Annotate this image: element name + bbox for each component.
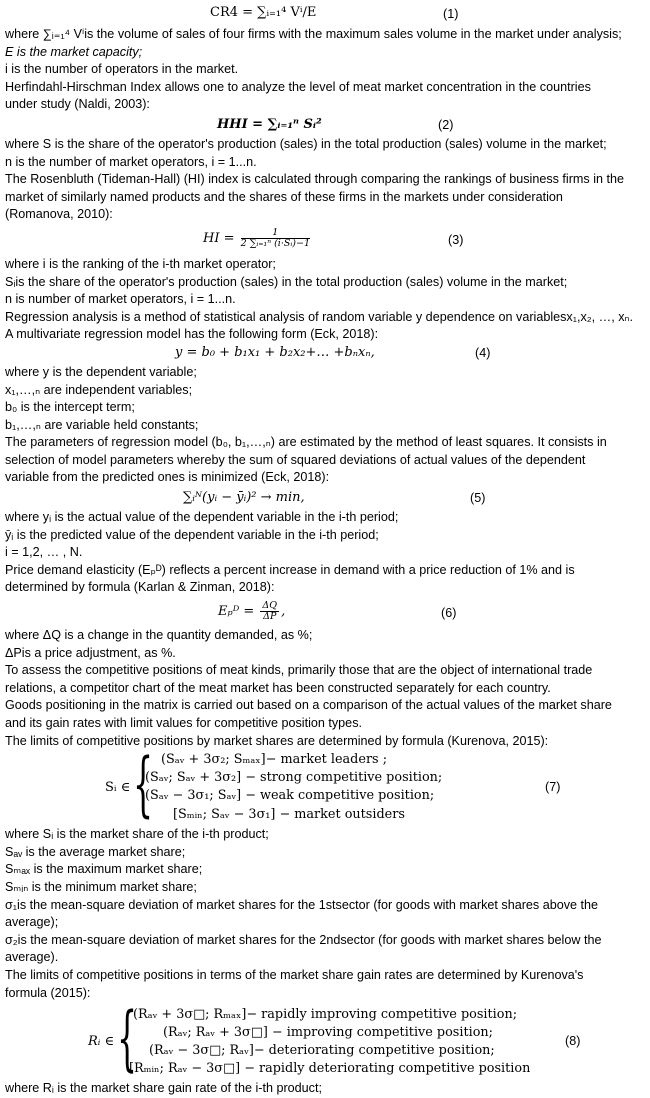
equation-5-number: (5)	[470, 491, 486, 506]
text-line: (Romanova, 2010):	[5, 207, 113, 222]
equation-3-lhs: HI =	[203, 230, 235, 246]
equation-6-denominator: ΔP	[263, 611, 277, 623]
equation-6-tail: ,	[281, 604, 286, 620]
text-line: and its gain rates with limit values for competitive position types.	[5, 716, 362, 730]
text-line: market of similarly named products and the shares of these firms in the markets under consideration	[5, 189, 563, 204]
text-line: b₁,…,ₙ are variable held constants;	[5, 417, 199, 432]
text-line: Sₘᵢₙ is the minimum market share;	[5, 879, 197, 894]
equation-8-brace: {	[117, 997, 138, 1080]
equation-6-numerator: ΔQ	[262, 600, 278, 612]
equation-8-row: (Rₐᵥ − 3σ□; Rₐᵥ]− deteriorating competitive position;	[149, 1043, 495, 1059]
text-line: The parameters of regression model (b₀, b₁,…,ₙ) are estimated by the method of least squares. It consists in	[5, 435, 607, 450]
equation-8-row: [Rₘᵢₙ; Rₐᵥ − 3σ□] − rapidly deteriorating competitive position	[129, 1061, 531, 1077]
document-page	[5, 0, 650, 1098]
equation-2	[5, 114, 650, 136]
text-line: determined by formula (Karlan & Zinman, 2018):	[5, 580, 275, 595]
equation-7-number: (7)	[545, 780, 561, 795]
equation-7-brace: {	[133, 743, 154, 826]
text-line: Regression analysis is a method of statistical analysis of random variable y dependence on variablesx₁,x₂, …, xₙ.	[5, 309, 634, 324]
equation-4-number: (4)	[475, 345, 491, 360]
text-line: average).	[5, 950, 59, 965]
text-line: i is the number of operators in the market.	[5, 62, 239, 77]
text-line: Sₐᵥ is the average market share;	[5, 844, 186, 859]
equation-7-row: (Sₐᵥ; Sₐᵥ + 3σ₂] − strong competitive position;	[145, 770, 443, 786]
equation-8-lhs: Rᵢ ∈	[88, 1034, 115, 1050]
text-line: n is number of market operators, i = 1...n.	[5, 292, 236, 307]
text-line: Herfindahl-Hirschman Index allows one to analyze the level of meat market concentration in the countries	[5, 79, 591, 94]
text-line: x₁,…,ₙ are independent variables;	[5, 382, 193, 397]
text-line: ΔPis a price adjustment, as %.	[5, 645, 176, 660]
equation-3-formula	[203, 228, 312, 249]
equation-6-lhs: Eₚᴰ =	[218, 604, 255, 620]
text-line: formula (2015):	[5, 985, 91, 1000]
equation-6	[5, 597, 650, 627]
equation-5-formula: ∑ᵢᴺ(yᵢ − ȳᵢ)² → min,	[183, 490, 305, 506]
text-line: Price demand elasticity (Eₚᴰ) reflects a percent increase in demand with a price reduction of 1% and is	[5, 562, 575, 577]
equation-1-formula: CR4 = ∑ᵢ₌₁⁴ Vⁱ/E	[210, 5, 317, 20]
equation-8-number: (8)	[565, 1034, 581, 1049]
equation-3-number: (3)	[448, 232, 464, 247]
equation-4	[5, 344, 650, 364]
text-line: where Sᵢ is the market share of the i-th product;	[5, 827, 269, 842]
equation-6-formula	[218, 601, 285, 622]
equation-7-lhs: Sᵢ ∈	[105, 780, 131, 796]
text-line: where yᵢ is the actual value of the dependent variable in the i-th period;	[5, 510, 399, 525]
text-line: where S is the share of the operator's production (sales) in the total production (sales) volume in the market;	[5, 136, 607, 151]
text-line: ȳᵢ is the predicted value of the dependent variable in the i-th period;	[5, 527, 379, 542]
text-line: where ∑ᵢ₌₁⁴ Vⁱis the volume of sales of four firms with the maximum sales volume in the market under analysis;	[5, 27, 622, 41]
equation-2-formula: HHI = ∑ᵢ₌₁ⁿ Sᵢ²	[217, 116, 322, 132]
text-line: where y is the dependent variable;	[5, 364, 197, 379]
text-line: E is the market capacity;	[5, 44, 143, 59]
text-line: selection of model parameters whereby the sum of squared deviations of actual values of the dependent	[5, 452, 586, 467]
text-line: The limits of competitive positions in terms of the market share gain rates are determined by Kurenova's	[5, 967, 584, 982]
equation-7-row: [Sₘᵢₙ; Sₐᵥ − 3σ₁] − market outsiders	[173, 807, 405, 823]
equation-7-row: (Sₐᵥ − 3σ₁; Sₐᵥ] − weak competitive position;	[145, 788, 435, 804]
text-line: Sₘₐₓ is the maximum market share;	[5, 862, 203, 877]
text-line: σ₂is the mean-square deviation of market shares for the 2ndsector (for goods with market shares below the	[5, 932, 602, 947]
equation-8-row: (Rₐᵥ; Rₐᵥ + 3σ□] − improving competitive position;	[163, 1025, 493, 1041]
text-line: Goods positioning in the matrix is carried out based on a comparison of the actual values of the market share	[5, 698, 612, 713]
equation-8	[5, 997, 650, 1080]
text-line: n is the number of market operators, i = 1...n.	[5, 154, 257, 169]
equation-3-denominator: 2 ∑ᵢ₌₁ⁿ (i·Sᵢ)−1	[240, 237, 310, 249]
text-line: average);	[5, 915, 59, 930]
text-line: σ₁is the mean-square deviation of market shares for the 1stsector (for goods with market shares above the	[5, 897, 599, 912]
text-line: relations, a competitor chart of the meat market has been constructed separately for each country.	[5, 680, 551, 695]
text-line: where ΔQ is a change in the quantity demanded, as %;	[5, 628, 313, 643]
equation-7	[5, 743, 650, 826]
equation-3-numerator: 1	[241, 228, 310, 239]
equation-3	[5, 224, 650, 256]
equation-7-row: (Sₐᵥ + 3σ₂; Sₘₐₓ]− market leaders ;	[161, 752, 388, 768]
text-line: To assess the competitive positions of meat kinds, primarily those that are the object of international trade	[5, 663, 593, 678]
equation-5	[5, 487, 650, 509]
equation-4-formula: y = b₀ + b₁x₁ + b₂x₂+… +bₙxₙ,	[175, 344, 375, 360]
text-line: The Rosenbluth (Tideman-Hall) (HI) index is calculated through comparing the rankings of business firms in the	[5, 172, 625, 187]
text-line: variable from the predicted ones is minimized (Eck, 2018):	[5, 470, 330, 485]
equation-2-number: (2)	[438, 117, 454, 132]
text-line: i = 1,2, … , N.	[5, 545, 83, 560]
equation-1	[5, 0, 650, 26]
equation-6-number: (6)	[441, 606, 457, 621]
equation-8-row: (Rₐᵥ + 3σ□; Rₘₐₓ]− rapidly improving competitive position;	[133, 1007, 518, 1023]
text-line: where Rᵢ is the market share gain rate of the i-th product;	[5, 1081, 322, 1096]
text-line: A multivariate regression model has the following form (Eck, 2018):	[5, 327, 379, 342]
text-line: The limits of competitive positions by market shares are determined by formula (Kurenova, 2015):	[5, 733, 549, 748]
text-line: b₀ is the intercept term;	[5, 400, 135, 415]
equation-6-fraction	[260, 601, 279, 622]
text-line: Sᵢis the share of the operator's production (sales) in the total production (sales) volume in the market;	[5, 274, 568, 289]
equation-3-fraction	[241, 228, 310, 249]
text-line: under study (Naldi, 2003):	[5, 97, 150, 112]
text-line: where i is the ranking of the i-th market operator;	[5, 256, 276, 271]
equation-1-number: (1)	[443, 7, 459, 21]
